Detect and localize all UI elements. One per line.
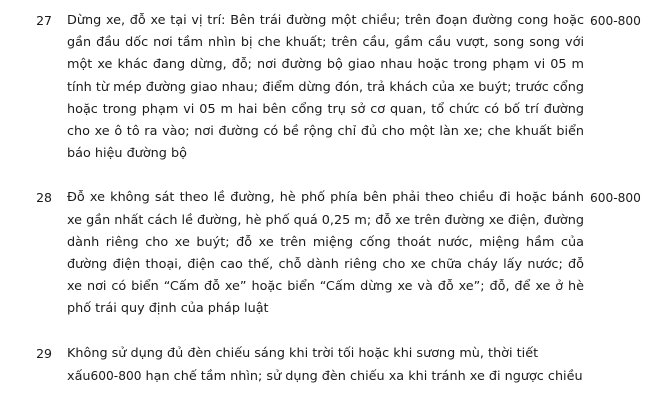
row-amount: 600-800 bbox=[590, 191, 641, 206]
row-description bbox=[52, 343, 590, 388]
row-number: 29 bbox=[36, 345, 52, 361]
row-number: 28 bbox=[36, 190, 52, 206]
table-row bbox=[8, 343, 656, 388]
row-amount: 600-800 bbox=[590, 14, 641, 28]
row-inline-amount: 600-800 bbox=[90, 368, 142, 383]
row-number: 27 bbox=[36, 13, 52, 28]
row-description: Dừng xe, đỗ xe tại vị trí: Bên trái đường một chiều; trên đoạn đường cong hoặc gần đầu dốc nơi tầm nhìn bị che khuất; trên cầu, gầm cầu vượt, song song với một xe khác đang dừng, đỗ; nơi đường bộ giao nhau hoặc trong phạm vi 05 m tính từ mép đường giao nhau; điểm dừng đón, trả khách của xe buýt; trước cổng hoặc trong phạm vi 05 m hai bên cổng trụ sở cơ quan, tổ chức có bố trí đường cho xe ô tô ra vào; nơi đường có bề rộng chỉ đủ cho một làn xe; che khuất biển báo hiệu đường bộ bbox=[67, 13, 584, 162]
row-spacer bbox=[8, 321, 656, 343]
table-row bbox=[8, 10, 656, 165]
row-spacer bbox=[8, 165, 656, 187]
table-row bbox=[8, 187, 656, 320]
row-description-part2: hạn chế tầm nhìn; sử dụng đèn chiếu xa khi tránh xe đi ngược chiều bbox=[145, 368, 583, 384]
row-description: Đỗ xe không sát theo lề đường, hè phố phía bên phải theo chiều đi hoặc bánh xe gần nhất cách lề đường, hè phố quá 0,25 m; đỗ xe trên đường xe điện, đường dành riêng cho xe buýt; đỗ xe trên miệng cống thoát nước, miệng hầm của đường điện thoại, điện cao thế, chỗ dành riêng cho xe chữa cháy lấy nước; đỗ xe nơi có biển “Cấm đỗ xe” hoặc biển “Cấm dừng xe và đỗ xe”; đỗ, để xe ở hè phố trái quy định của pháp luật bbox=[67, 190, 584, 317]
row-description-part1: Không sử dụng đủ đèn chiếu sáng khi trời tối hoặc khi sương mù, thời tiết xấu bbox=[67, 345, 539, 384]
